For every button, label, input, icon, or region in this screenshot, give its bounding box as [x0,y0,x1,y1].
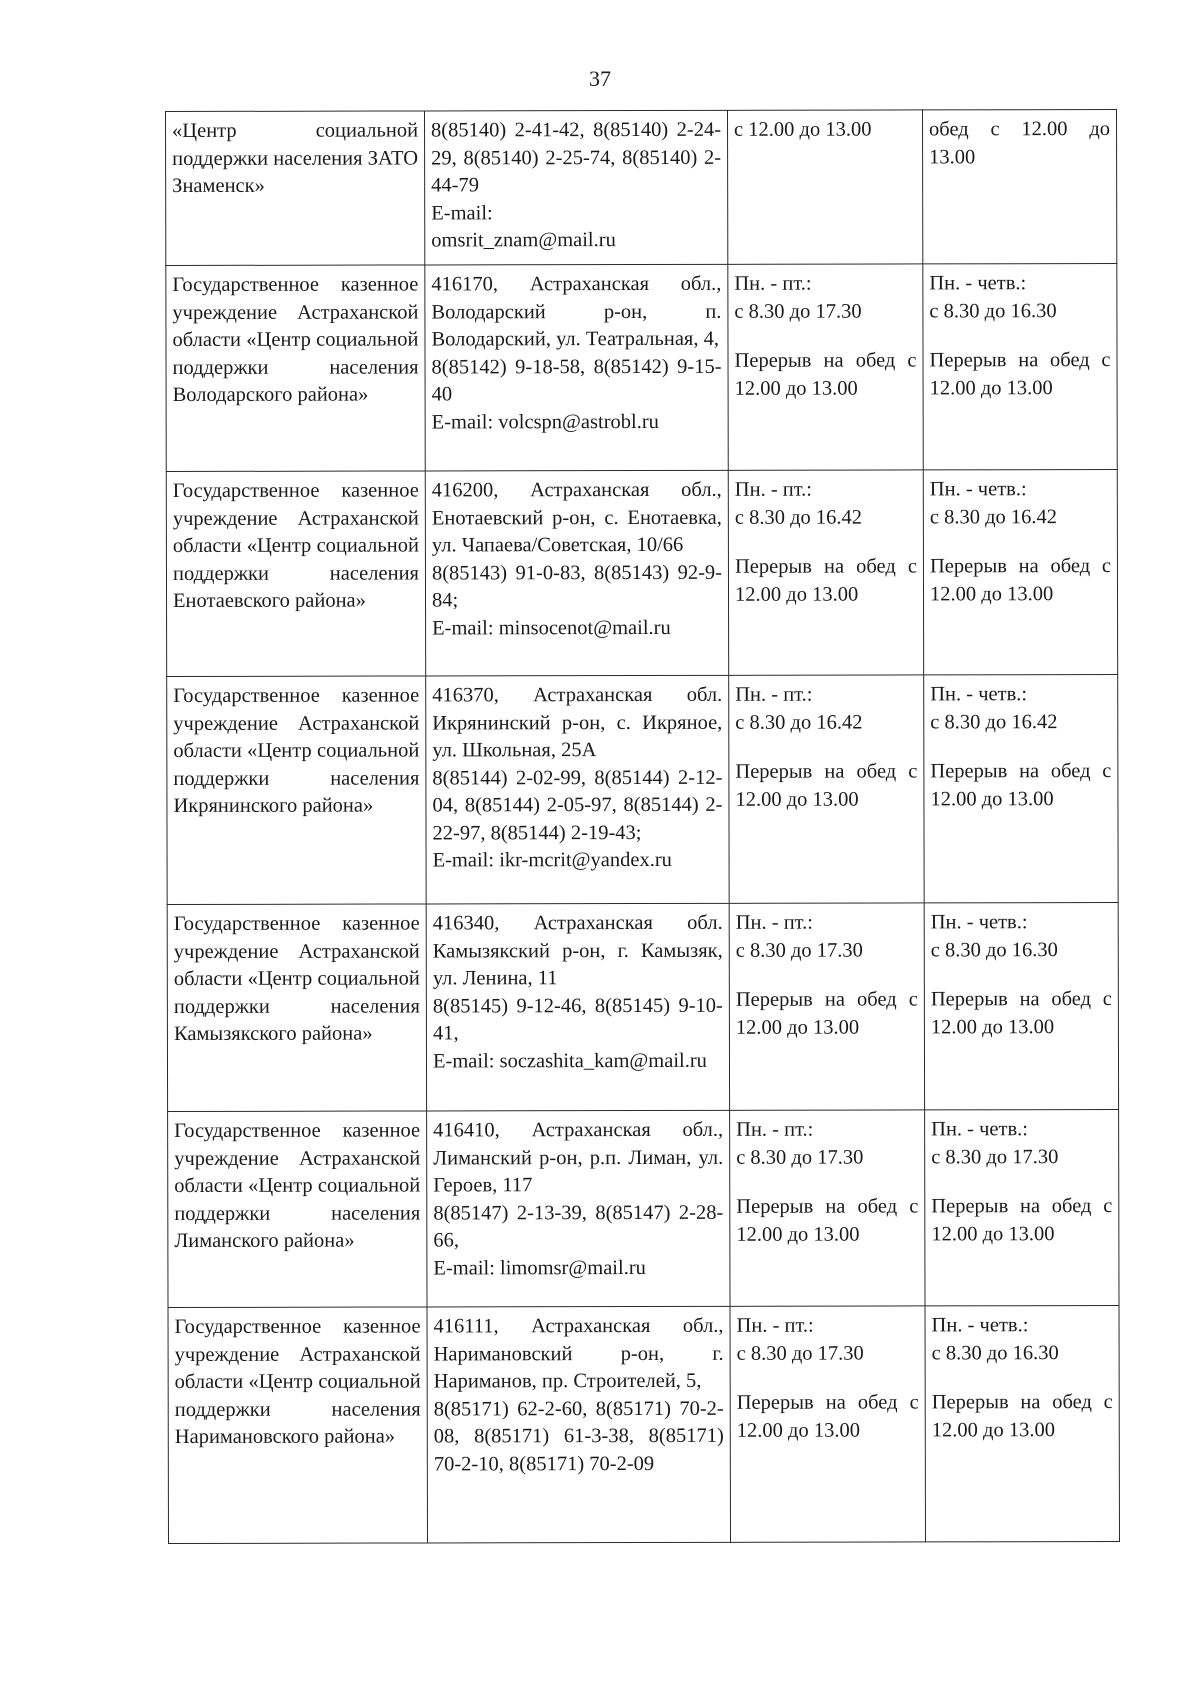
working-hours-cell [728,470,923,675]
working-hours-cell [730,1306,925,1542]
working-hours-text: с 12.00 до 13.00 [734,118,872,141]
working-hours-text: Пн. - пт.: с 8.30 до 17.30 [735,911,863,962]
working-hours-text: Пн. - пт.: с 8.30 до 17.30 [736,1314,864,1365]
reception-hours-text: Пн. - четв.: с 8.30 до 16.30 [931,1314,1059,1364]
reception-break-text: Перерыв на обед с 12.00 до 13.00 [931,1391,1113,1441]
organization-cell [167,676,426,905]
reception-hours-text: Пн. - четв.: с 8.30 до 16.30 [929,272,1057,322]
contacts-table [165,109,1120,1544]
working-hours-text: Пн. - пт.: с 8.30 до 17.30 [736,1118,864,1169]
reception-hours-text: Пн. - четв.: с 8.30 до 16.42 [929,478,1058,528]
reception-break-text: Перерыв на обед с 12.00 до 13.00 [930,760,1112,810]
address-contacts-text: 416200, Астраханская обл., Енотаевский р-он, с. Енотаевка, ул. Чапаева/Советская, 10/66 8(85143) 91-0-83, 8(85143) 92-9-84; E-mail: minsocenot@mail.ru [431,478,722,639]
organization-cell [166,111,425,266]
reception-hours-cell [924,903,1118,1110]
working-hours-cell [728,264,923,470]
working-hours-text: Пн. - пт.: с 8.30 до 16.42 [735,683,863,734]
working-hours-cell [727,110,922,264]
organization-cell [168,1111,427,1308]
reception-hours-cell [923,264,1117,470]
working-hours-cell [729,903,924,1110]
address-contacts-text: 416170, Астраханская обл., Володарский р-он, п. Володарский, ул. Театральная, 4, 8(85142) 9-18-58, 8(85142) 9-15-40 E-mail: volcspn@astrobl.ru [431,272,722,433]
reception-hours-cell [922,110,1116,264]
working-hours-break-text: Перерыв на обед с 12.00 до 13.00 [735,988,918,1039]
address-contacts-text: 416370, Астраханская обл. Икрянинский р-он, с. Икряное, ул. Школьная, 25А 8(85144) 2-02-99, 8(85144) 2-12-04, 8(85144) 2-05-97, 8(85144) 2-22-97, 8(85144) 2-19-43; E-mail: ikr-mcrit@yandex.ru [432,683,723,872]
reception-break-text: Перерыв на обед с 12.00 до 13.00 [930,988,1112,1038]
working-hours-cell [729,675,924,903]
reception-break-text: Перерыв на обед с 12.00 до 13.00 [929,349,1111,399]
working-hours-break-text: Перерыв на обед с 12.00 до 13.00 [735,760,918,811]
organization-name: Государственное казенное учреждение Астраханской области «Центр социальной поддержки населения Володарского района» [172,273,419,406]
organization-name: Государственное казенное учреждение Астраханской области «Центр социальной поддержки населения Енотаевского района» [172,479,419,612]
reception-hours-text: обед с 12.00 до 13.00 [929,118,1111,168]
working-hours-break-text: Перерыв на обед с 12.00 до 13.00 [736,1391,919,1442]
table-row [167,903,1118,1112]
table-row [168,1110,1119,1308]
organization-name: Государственное казенное учреждение Астраханской области «Центр социальной поддержки населения Камызякского района» [173,912,420,1045]
address-contacts-text: 8(85140) 2-41-42, 8(85140) 2-24-29, 8(85140) 2-25-74, 8(85140) 2-44-79 E-mail: omsrit_znam@mail.ru [431,118,722,252]
organization-name: «Центр социальной поддержки населения ЗАТО Знаменск» [172,119,419,197]
organization-cell [168,1307,427,1544]
reception-hours-cell [923,470,1117,675]
address-contacts-cell [427,1306,730,1543]
address-contacts-cell [426,903,729,1111]
address-contacts-text: 416340, Астраханская обл. Камызякский р-он, г. Камызяк, ул. Ленина, 11 8(85145) 9-12-46, 8(85145) 9-10-41, E-mail: soczashita_kam@mail.ru [432,911,723,1072]
organization-name: Государственное казенное учреждение Астраханской области «Центр социальной поддержки населения Лиманского района» [174,1119,421,1252]
table-row [166,470,1117,677]
working-hours-break-text: Перерыв на обед с 12.00 до 13.00 [736,1195,919,1246]
reception-hours-cell [924,675,1118,903]
working-hours-cell [730,1110,925,1306]
address-contacts-cell [426,675,729,904]
organization-cell [166,471,425,677]
reception-break-text: Перерыв на обед с 12.00 до 13.00 [931,1195,1113,1245]
reception-hours-text: Пн. - четв.: с 8.30 до 16.30 [930,911,1058,961]
table-row [166,110,1117,266]
address-contacts-cell [427,1110,730,1307]
organization-name: Государственное казенное учреждение Астраханской области «Центр социальной поддержки населения Наримановского района» [174,1315,421,1448]
table-row [167,675,1118,905]
address-contacts-cell [425,110,728,265]
reception-hours-text: Пн. - четв.: с 8.30 до 16.42 [930,683,1058,733]
working-hours-text: Пн. - пт.: с 8.30 до 16.42 [734,478,863,529]
working-hours-text: Пн. - пт.: с 8.30 до 17.30 [734,272,862,323]
contacts-table-body [166,110,1120,1544]
organization-cell [166,265,425,472]
address-contacts-text: 416410, Астраханская обл., Лиманский р-он, р.п. Лиман, ул. Героев, 117 8(85147) 2-13-39, 8(85147) 2-28-66, E-mail: limomsr@mail.ru [433,1118,724,1279]
address-contacts-cell [425,470,728,676]
table-row [166,264,1117,472]
organization-cell [167,904,426,1112]
working-hours-break-text: Перерыв на обед с 12.00 до 13.00 [734,349,917,400]
reception-hours-cell [925,1306,1119,1542]
organization-name: Государственное казенное учреждение Астраханской области «Центр социальной поддержки населения Икрянинского района» [173,684,420,817]
page-number: 37 [589,66,611,91]
address-contacts-text: 416111, Астраханская обл., Наримановский р-он, г. Нариманов, пр. Строителей, 5, 8(85171) 62-2-60, 8(85171) 70-2-08, 8(85171) 61-3-38, 8(85171) 70-2-10, 8(85171) 70-2-09 [433,1314,724,1475]
address-contacts-cell [425,264,728,471]
reception-break-text: Перерыв на обед с 12.00 до 13.00 [929,555,1111,605]
reception-hours-cell [925,1110,1119,1306]
working-hours-break-text: Перерыв на обед с 12.00 до 13.00 [734,555,917,606]
table-row [168,1306,1119,1544]
reception-hours-text: Пн. - четв.: с 8.30 до 17.30 [931,1118,1059,1168]
